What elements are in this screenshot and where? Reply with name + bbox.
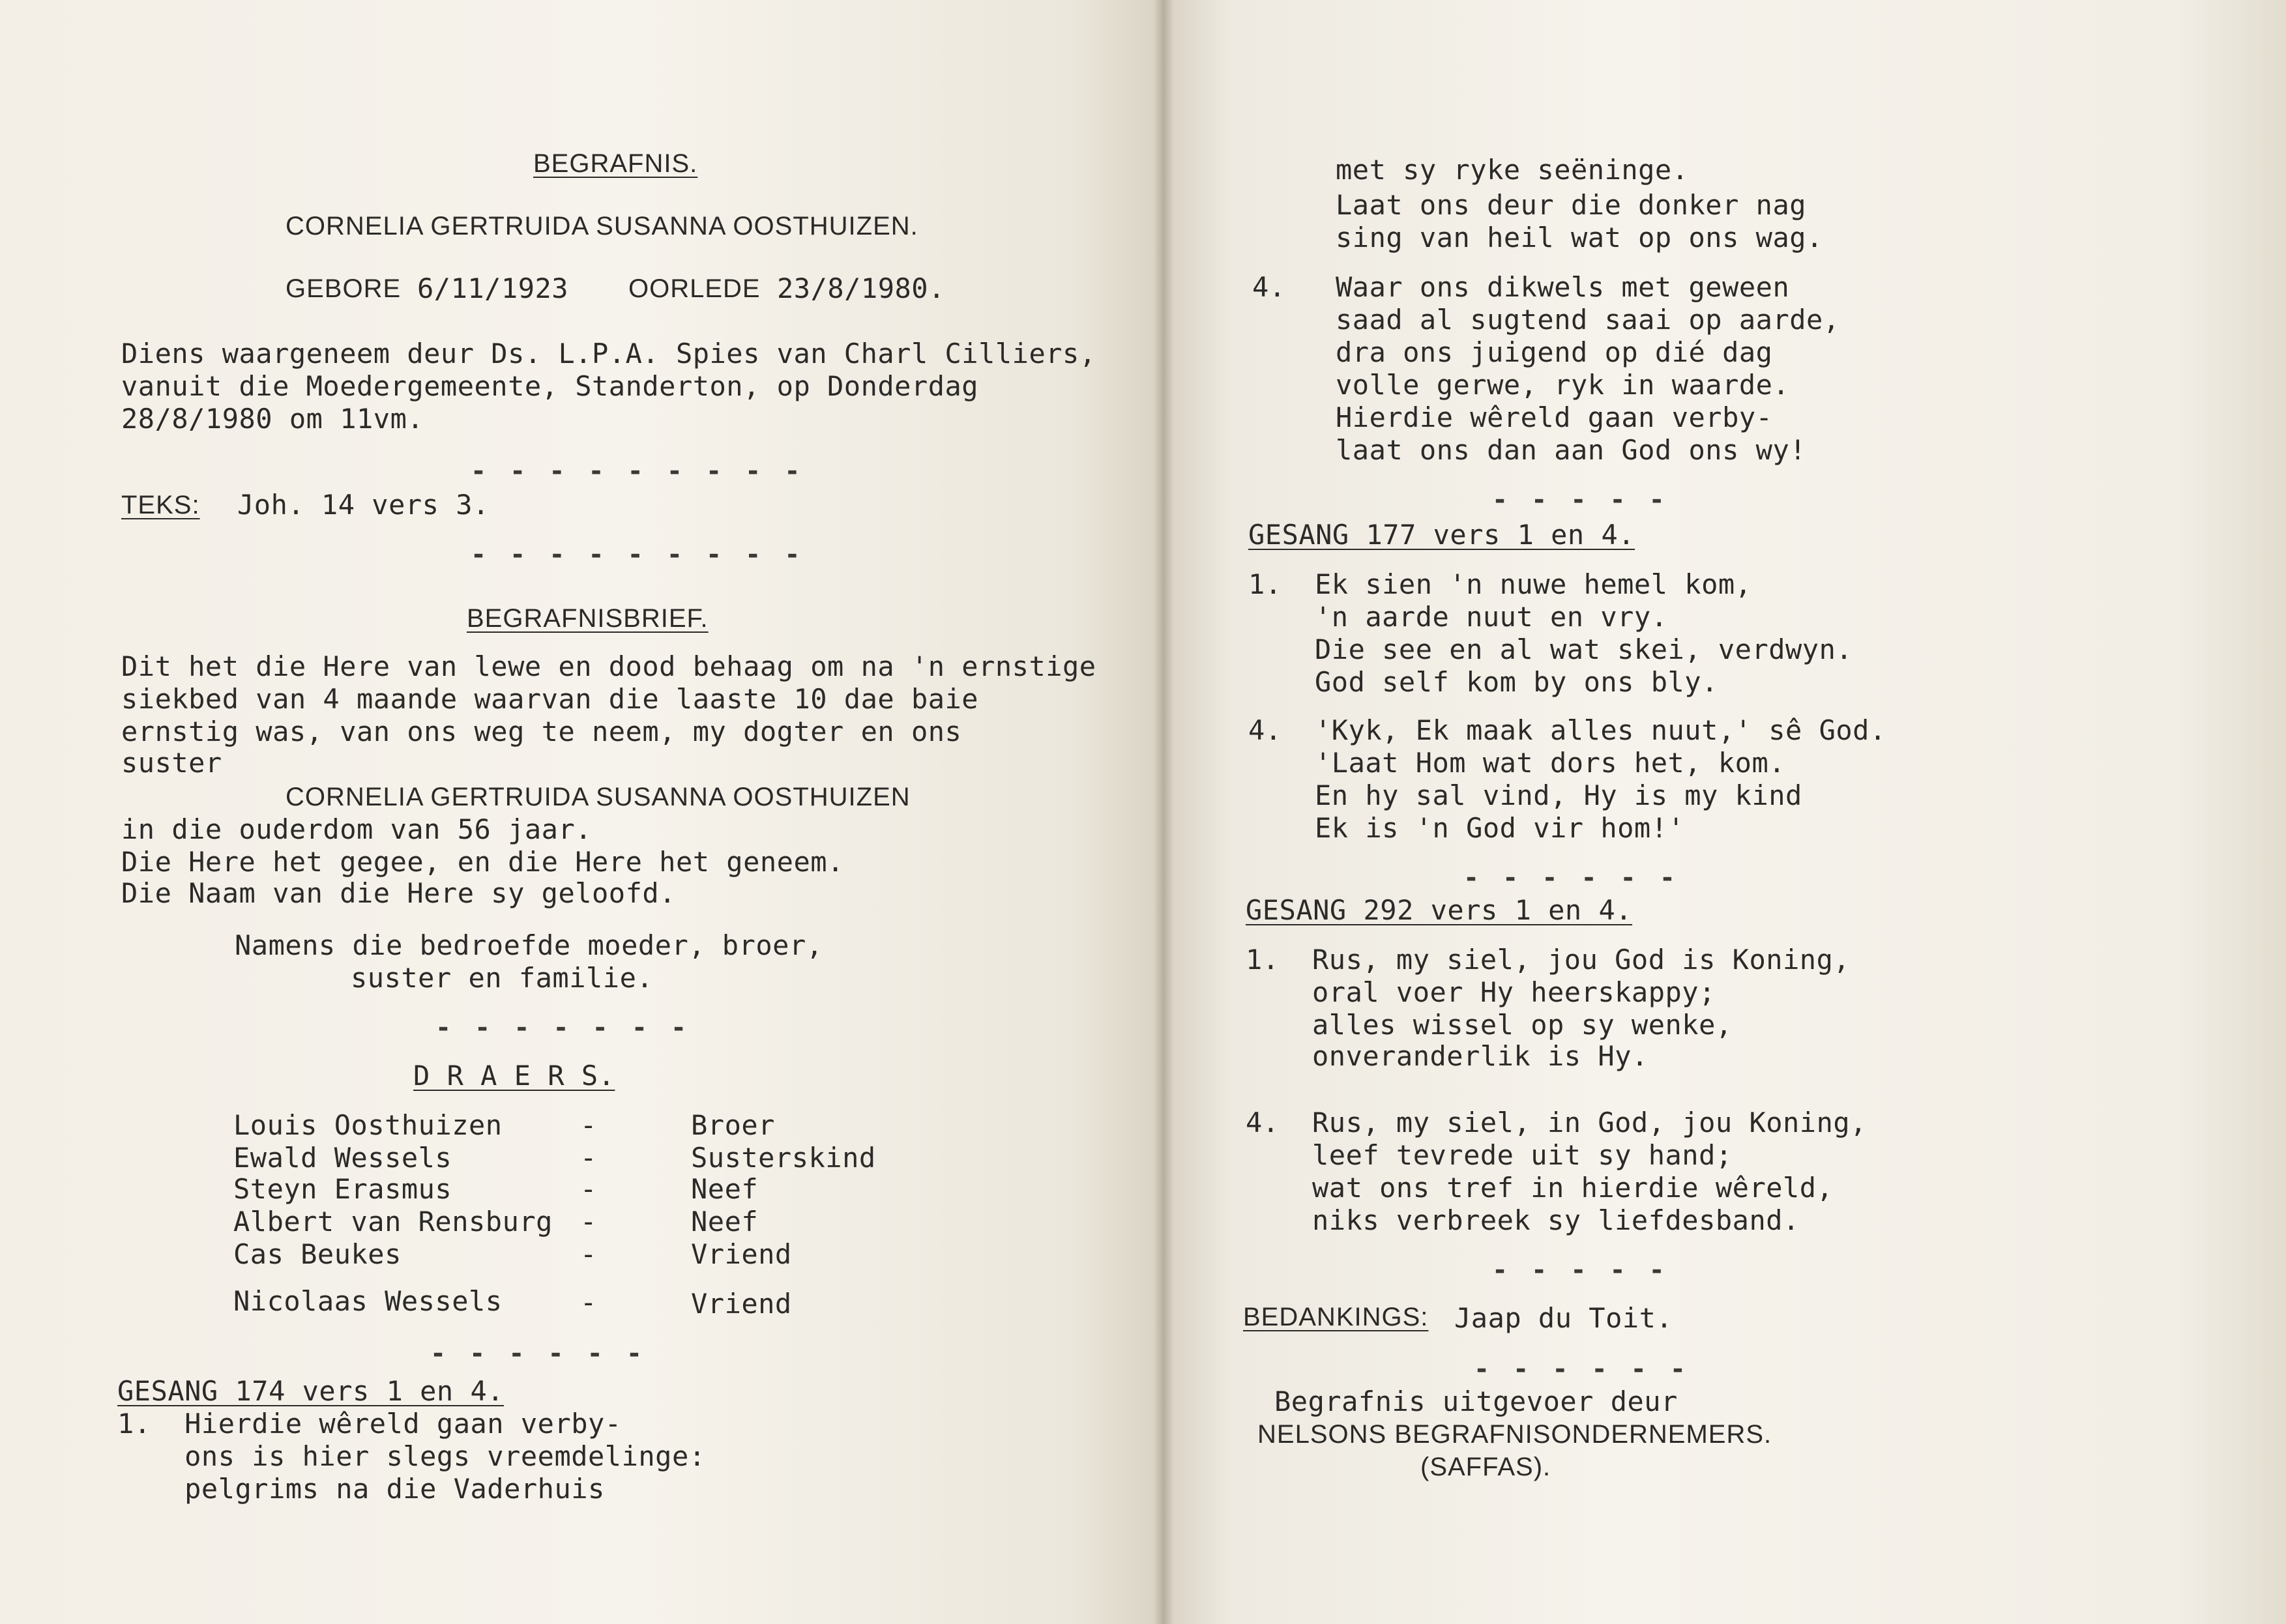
letter-line: Dit het die Here van lewe en dood behaag om na 'n ernstige bbox=[121, 650, 1096, 682]
hymn-174-line: dra ons juigend op dié dag bbox=[1336, 336, 1773, 368]
hymn-177-line: Die see en al wat skei, verdwyn. bbox=[1315, 633, 1853, 665]
bearer-name: Louis Oosthuizen bbox=[233, 1109, 503, 1141]
divider: - - - - - - bbox=[1463, 863, 1679, 893]
undertaker-line: Begrafnis uitgevoer deur bbox=[1274, 1385, 1678, 1417]
hymn-174-line: laat ons dan aan God ons wy! bbox=[1336, 434, 1807, 466]
verse-number: 4. bbox=[1252, 271, 1286, 303]
divider: - - - - - bbox=[1492, 485, 1669, 515]
hymn-174-line: volle gerwe, ryk in waarde. bbox=[1336, 369, 1790, 401]
hymn-177-line: Ek sien 'n nuwe hemel kom, bbox=[1315, 568, 1752, 600]
verse-number: 1. bbox=[1246, 944, 1280, 976]
hymn-177-line: 'Laat Hom wat dors het, kom. bbox=[1315, 747, 1786, 779]
text-reference: Joh. 14 vers 3. bbox=[237, 489, 490, 521]
hymn-174-line: Hierdie wêreld gaan verby- bbox=[1336, 401, 1773, 433]
verse-number: 4. bbox=[1246, 1107, 1280, 1138]
funeral-heading: BEGRAFNIS. bbox=[533, 149, 698, 178]
verse-number: 1. bbox=[1248, 568, 1282, 600]
bearer-separator: - bbox=[580, 1142, 597, 1174]
bearer-name: Cas Beukes bbox=[233, 1238, 402, 1270]
bearers-heading: D R A E R S. bbox=[413, 1060, 615, 1092]
hymn-292-line: wat ons tref in hierdie wêreld, bbox=[1312, 1172, 1834, 1204]
verse-number: 4. bbox=[1248, 714, 1282, 746]
hymn-292-line: oral voer Hy heerskappy; bbox=[1312, 976, 1716, 1008]
bearer-name: Albert van Rensburg bbox=[233, 1206, 553, 1238]
undertaker-name: NELSONS BEGRAFNISONDERNEMERS. bbox=[1257, 1420, 1772, 1449]
letter-name: CORNELIA GERTRUIDA SUSANNA OOSTHUIZEN bbox=[286, 783, 911, 811]
hymn-174-line: sing van heil wat op ons wag. bbox=[1336, 222, 1823, 254]
bearer-relation: Neef bbox=[691, 1173, 759, 1205]
bearer-separator: - bbox=[580, 1173, 597, 1205]
hymn-292-line: onveranderlik is Hy. bbox=[1312, 1040, 1649, 1072]
hymn-177-line: Ek is 'n God vir hom!' bbox=[1315, 812, 1685, 844]
bearer-separator: - bbox=[580, 1206, 597, 1238]
service-line: vanuit die Moedergemeente, Standerton, op Donderdag bbox=[121, 370, 979, 402]
bearer-relation: Vriend bbox=[691, 1288, 792, 1320]
hymn-177-line: En hy sal vind, Hy is my kind bbox=[1315, 779, 1802, 811]
hymn-174-line: met sy ryke seëninge. bbox=[1336, 154, 1689, 186]
letter-line: Die Naam van die Here sy geloofd. bbox=[121, 877, 676, 909]
hymn-177-heading: GESANG 177 vers 1 en 4. bbox=[1248, 519, 1635, 551]
thanks-label: BEDANKINGS: bbox=[1243, 1303, 1429, 1331]
bearer-relation: Susterskind bbox=[691, 1142, 876, 1174]
hymn-174-line: Waar ons dikwels met geween bbox=[1336, 271, 1790, 303]
hymn-174-line: saad al sugtend saai op aarde, bbox=[1336, 304, 1840, 336]
bearer-separator: - bbox=[580, 1109, 597, 1141]
bearer-relation: Vriend bbox=[691, 1238, 792, 1270]
text-label: TEKS: bbox=[121, 491, 200, 519]
deceased-name: CORNELIA GERTRUIDA SUSANNA OOSTHUIZEN. bbox=[286, 212, 918, 240]
letter-line: ernstig was, van ons weg te neem, my dogter en ons bbox=[121, 716, 962, 747]
divider: - - - - - bbox=[1492, 1255, 1669, 1285]
hymn-292-line: Rus, my siel, in God, jou Koning, bbox=[1312, 1107, 1867, 1138]
letter-heading: BEGRAFNISBRIEF. bbox=[467, 604, 709, 633]
divider: - - - - - - - bbox=[435, 1013, 691, 1043]
hymn-174-heading: GESANG 174 vers 1 en 4. bbox=[117, 1375, 505, 1407]
divider: - - - - - - - - - bbox=[471, 456, 804, 486]
right-page bbox=[1164, 0, 2286, 1624]
bearer-separator: - bbox=[580, 1286, 597, 1318]
signoff-line: suster en familie. bbox=[351, 962, 654, 994]
born-label: GEBORE bbox=[286, 274, 402, 303]
bearer-separator: - bbox=[580, 1238, 597, 1270]
born-date: 6/11/1923 bbox=[417, 272, 569, 304]
hymn-174-line: Laat ons deur die donker nag bbox=[1336, 189, 1807, 221]
bearer-relation: Neef bbox=[691, 1206, 759, 1238]
letter-line: Die Here het gegee, en die Here het geneem. bbox=[121, 846, 844, 878]
service-line: Diens waargeneem deur Ds. L.P.A. Spies van Charl Cilliers, bbox=[121, 338, 1096, 370]
hymn-177-line: 'n aarde nuut en vry. bbox=[1315, 601, 1668, 633]
hymn-174-line: pelgrims na die Vaderhuis bbox=[117, 1473, 605, 1505]
bearer-name: Ewald Wessels bbox=[233, 1142, 452, 1174]
hymn-177-line: 'Kyk, Ek maak alles nuut,' sê God. bbox=[1315, 714, 1886, 746]
book-spine bbox=[1154, 0, 1173, 1624]
letter-line: in die ouderdom van 56 jaar. bbox=[121, 813, 593, 845]
letter-line: siekbed van 4 maande waarvan die laaste 10 dae baie bbox=[121, 683, 979, 715]
divider: - - - - - - bbox=[430, 1339, 646, 1369]
hymn-174-line: 1. Hierdie wêreld gaan verby- bbox=[117, 1408, 622, 1440]
service-line: 28/8/1980 om 11vm. bbox=[121, 403, 424, 435]
hymn-177-line: God self kom by ons bly. bbox=[1315, 666, 1718, 698]
undertaker-line: (SAFFAS). bbox=[1420, 1453, 1551, 1481]
thanks-name: Jaap du Toit. bbox=[1454, 1302, 1673, 1334]
died-date: 23/8/1980. bbox=[777, 272, 945, 304]
signoff-line: Namens die bedroefde moeder, broer, bbox=[235, 929, 823, 961]
hymn-174-line: ons is hier slegs vreemdelinge: bbox=[117, 1440, 706, 1472]
hymn-292-line: niks verbreek sy liefdesband. bbox=[1312, 1204, 1800, 1236]
divider: - - - - - - - - - bbox=[471, 540, 804, 570]
bearer-name: Steyn Erasmus bbox=[233, 1173, 452, 1205]
divider: - - - - - - bbox=[1474, 1354, 1690, 1384]
hymn-292-line: Rus, my siel, jou God is Koning, bbox=[1312, 944, 1851, 976]
died-label: OORLEDE bbox=[628, 274, 761, 303]
bearer-relation: Broer bbox=[691, 1109, 775, 1141]
hymn-292-heading: GESANG 292 vers 1 en 4. bbox=[1246, 894, 1633, 926]
bearer-name: Nicolaas Wessels bbox=[233, 1285, 503, 1317]
hymn-292-line: leef tevrede uit sy hand; bbox=[1312, 1139, 1733, 1171]
hymn-292-line: alles wissel op sy wenke, bbox=[1312, 1009, 1733, 1041]
letter-line: suster bbox=[121, 747, 222, 779]
